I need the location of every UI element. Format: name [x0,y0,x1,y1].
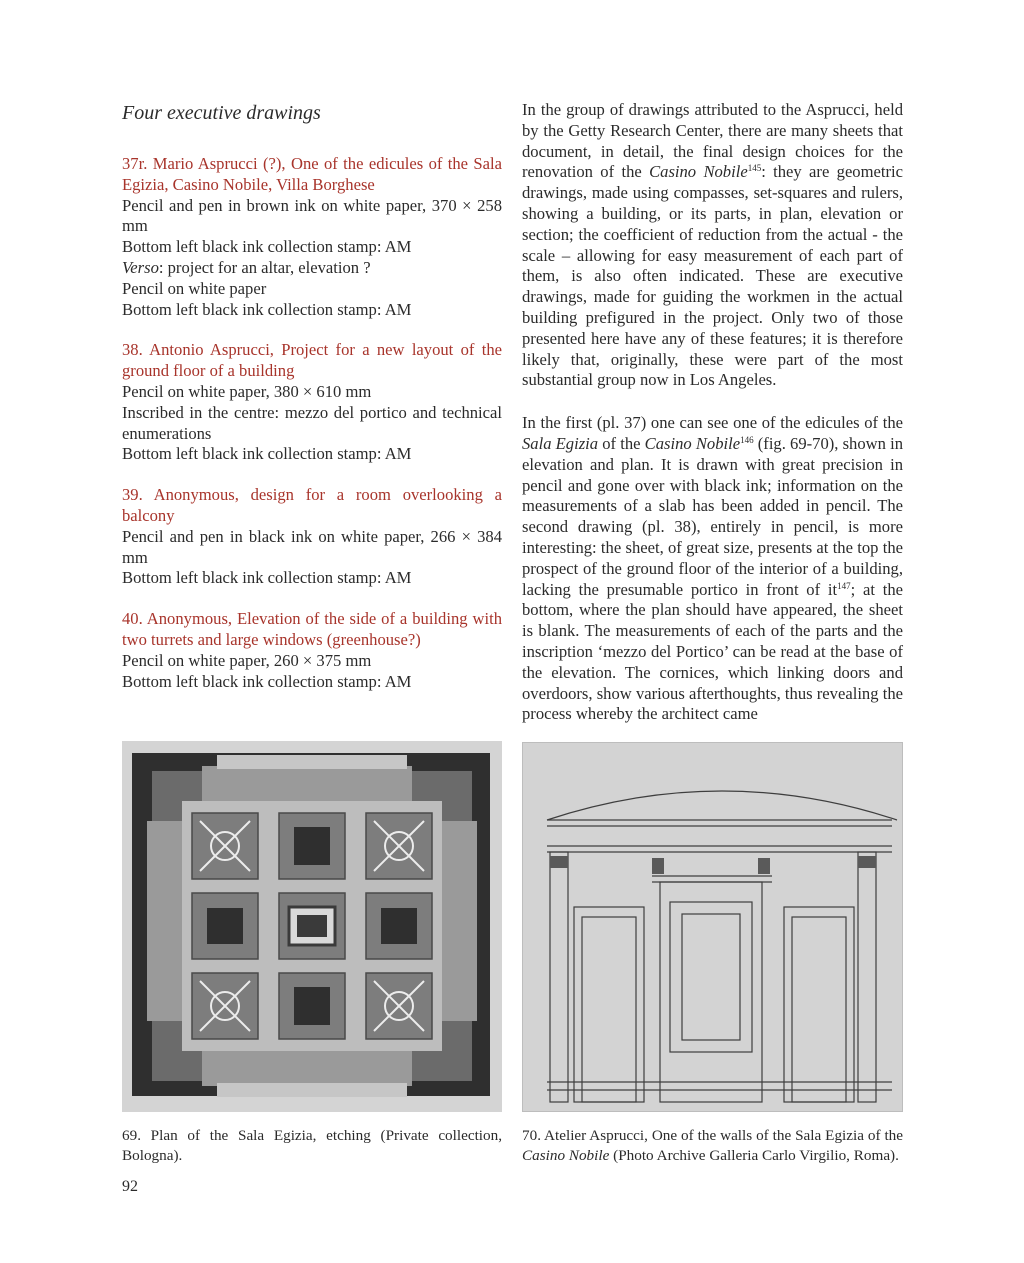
footnote-ref: 145 [747,163,762,174]
entry-line: Pencil and pen in black ink on white paper, 266 × 384 mm [122,526,502,567]
entry-line: Pencil and pen in brown ink on white paper, 370 × 258 mm [122,195,502,236]
verso-label: Verso [122,257,159,277]
figure-caption-69: 69. Plan of the Sala Egizia, etching (Private collection, Bologna). [122,1127,502,1164]
catalogue-entry-38 [122,340,502,465]
catalogue-entry-39 [122,485,502,589]
entry-line: Bottom left black ink collection stamp: AM [122,237,412,257]
entry-heading: 38. Antonio Asprucci, Project for a new layout of the ground floor of a building [122,340,502,381]
catalogue-entry-40 [122,609,502,692]
figure-69-plan-etching [122,741,502,1112]
entry-heading: 40. Anonymous, Elevation of the side of a building with two turrets and large windows (greenhouse?) [122,609,502,649]
catalogue-column [122,100,502,712]
entry-line: Pencil on white paper, 260 × 375 mm [122,650,372,670]
entry-line: Bottom left black ink collection stamp: AM [122,568,412,588]
entry-line: Pencil on white paper [122,278,267,298]
essay-column [522,100,903,747]
figure-caption-70: 70. Atelier Asprucci, One of the walls of the Sala Egizia of the Casino Nobile (Photo Archive Galleria Carlo Virgilio, Roma). [522,1127,903,1164]
figure-70-wall-elevation [522,742,903,1112]
footnote-ref: 146 [740,434,754,445]
footnote-ref: 147 [837,580,851,591]
entry-line: Pencil on white paper, 380 × 610 mm [122,381,372,401]
plan-etching-drawing [122,741,502,1112]
verso-text: : project for an altar, elevation ? [158,257,371,277]
body-paragraph-2: In the first (pl. 37) one can see one of the edicules of the Sala Egizia of the Casino Nobile$^{146}$ (fig. 69-70), shown in elevation and plan. It is drawn with great precision in pencil and gone over with black ink; information on the measurements of a slab has been added in pencil. The second drawing (pl. 38), entirely in pencil, is more interesting: the sheet, of great size, presents at the top the prospect of the ground floor of the interior of a building, lacking the presumable portico in front of $it^{147}$; at the bottom, where the plan should have appeared, the sheet is blank. The measurements of each of the parts and the inscription ‘mezzo del Portico’ can be read at the base of the elevation. The cornices, which linking doors and overdoors, show various afterthoughts, thus revealing the process whereby the architect came [522,413,903,724]
entry-heading: 37r. Mario Asprucci (?), One of the edicules of the Sala Egizia, Casino Nobile, Villa Borghese [122,154,502,194]
entry-line: Bottom left black ink collection stamp: AM [122,444,412,464]
entry-line: Inscribed in the centre: mezzo del portico and technical enumerations [122,402,502,443]
entry-verso-line [122,258,502,279]
body-paragraph-1: In the group of drawings attributed to the Asprucci, held by the Getty Research Center, there are many sheets that document, in detail, the final design choices for the renovation of the Casino Nobile$^{145}$: they are geometric drawings, made using compasses, set-squares and rulers, showing a building, or its parts, in plan, elevation or section; the coefficient of reduction from the actual - the scale – allowing for easy measurement of each part of them, is also often indicated. These are executive drawings, made for guiding the workmen in the actual building prefigured in the project. Only two of those presented here have any of these features; it is therefore likely that, originally, these were part of the most substantial group now in Los Angeles. [522,100,903,390]
entry-line: Bottom left black ink collection stamp: AM [122,299,412,319]
wall-elevation-drawing [522,742,903,1112]
entry-heading: 39. Anonymous, design for a room overlooking a balcony [122,485,502,525]
catalogue-entry-37r [122,154,502,320]
entry-line: Bottom left black ink collection stamp: AM [122,671,412,691]
section-title: Four executive drawings [122,102,321,124]
page-number: 92 [122,1178,138,1195]
